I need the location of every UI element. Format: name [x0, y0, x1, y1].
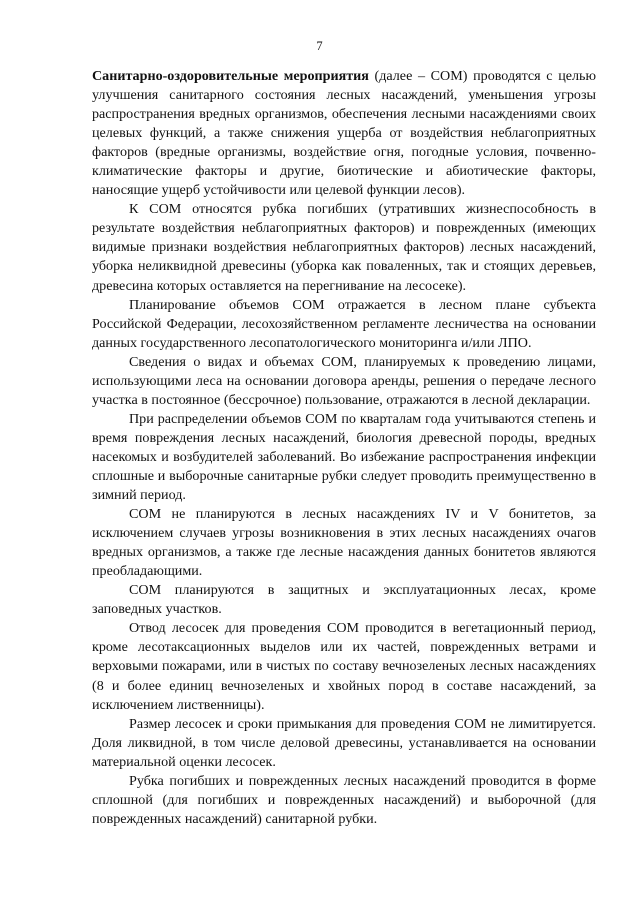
- paragraph-som-size: Размер лесосек и сроки примыкания для проведения СОМ не лимитируется. Доля ликвидной, в том числе деловой древесины, устанавливается на основании материальной оценки лесосек.: [92, 715, 596, 770]
- paragraph-text: (далее – СОМ) проводятся с целью улучшения санитарного состояния лесных насаждений, уменьшения угрозы распространения вредных организмов, обеспечения лесными насаждениями своих целевых функций, а также снижения ущерба от воздействия неблагоприятных факторов (вредные организмы, воздействие огня, погодные условия, почвенно-климатические факторы и другие, биотические и абиотические факторы, наносящие ущерб устойчивости или целевой функции лесов).: [92, 68, 596, 199]
- document-body: [92, 67, 596, 829]
- paragraph-som-bonitet: СОМ не планируются в лесных насаждениях IV и V бонитетов, за исключением случаев угрозы возникновения в этих лесных насаждениях очагов вредных организмов, а также где лесные насаждения данных бонитетов являются преобладающими.: [92, 506, 596, 580]
- paragraph-som-declaration: Сведения о видах и объемах СОМ, планируемых к проведению лицами, использующими леса на основании договора аренды, решения о передаче лесного участка в постоянное (бессрочное) пользование, отражаются в лесной декларации.: [92, 353, 596, 408]
- paragraph-som-felling: Рубка погибших и поврежденных лесных насаждений проводится в форме сплошной (для погибших и поврежденных насаждений) и выборочной (для поврежденных насаждений) санитарной рубки.: [92, 772, 596, 827]
- paragraph-som-definition: [92, 67, 596, 200]
- page-number: 7: [316, 39, 323, 53]
- paragraph-som-allotment: Отвод лесосек для проведения СОМ проводится в вегетационный период, кроме лесотаксационных выделов или их частей, поврежденных ветрами и верховыми пожарами, или в чистых по составу вечнозеленых лесных насаждениях (8 и более единиц вечнозеленых и хвойных пород в составе насаждений, за исключением лиственницы).: [92, 620, 596, 713]
- paragraph-som-distribution: При распределении объемов СОМ по кварталам года учитываются степень и время повреждения лесных насаждений, биология древесной породы, вредных насекомых и возбудителей заболеваний. Во избежание распространения инфекции сплошные и выборочные санитарные рубки следует проводить преимущественно в зимний период.: [92, 410, 596, 504]
- paragraph-som-forests: СОМ планируются в защитных и эксплуатационных лесах, кроме заповедных участков.: [92, 582, 596, 618]
- term-som-bold: Санитарно-оздоровительные мероприятия: [92, 68, 369, 84]
- paragraph-som-planning: Планирование объемов СОМ отражается в лесном плане субъекта Российской Федерации, лесохозяйственном регламенте лесничества на основании данных государственного лесопатологического мониторинга и/или ЛПО.: [92, 296, 596, 351]
- paragraph-som-types: К СОМ относятся рубка погибших (утративших жизнеспособность в результате воздействия неблагоприятных факторов) и поврежденных (имеющих видимые признаки воздействия неблагоприятных факторов) лесных насаждений, уборка неликвидной древесины (уборка как поваленных, так и стоящих деревьев, древесина которых оставляется на перегнивание на лесосеке).: [92, 201, 596, 294]
